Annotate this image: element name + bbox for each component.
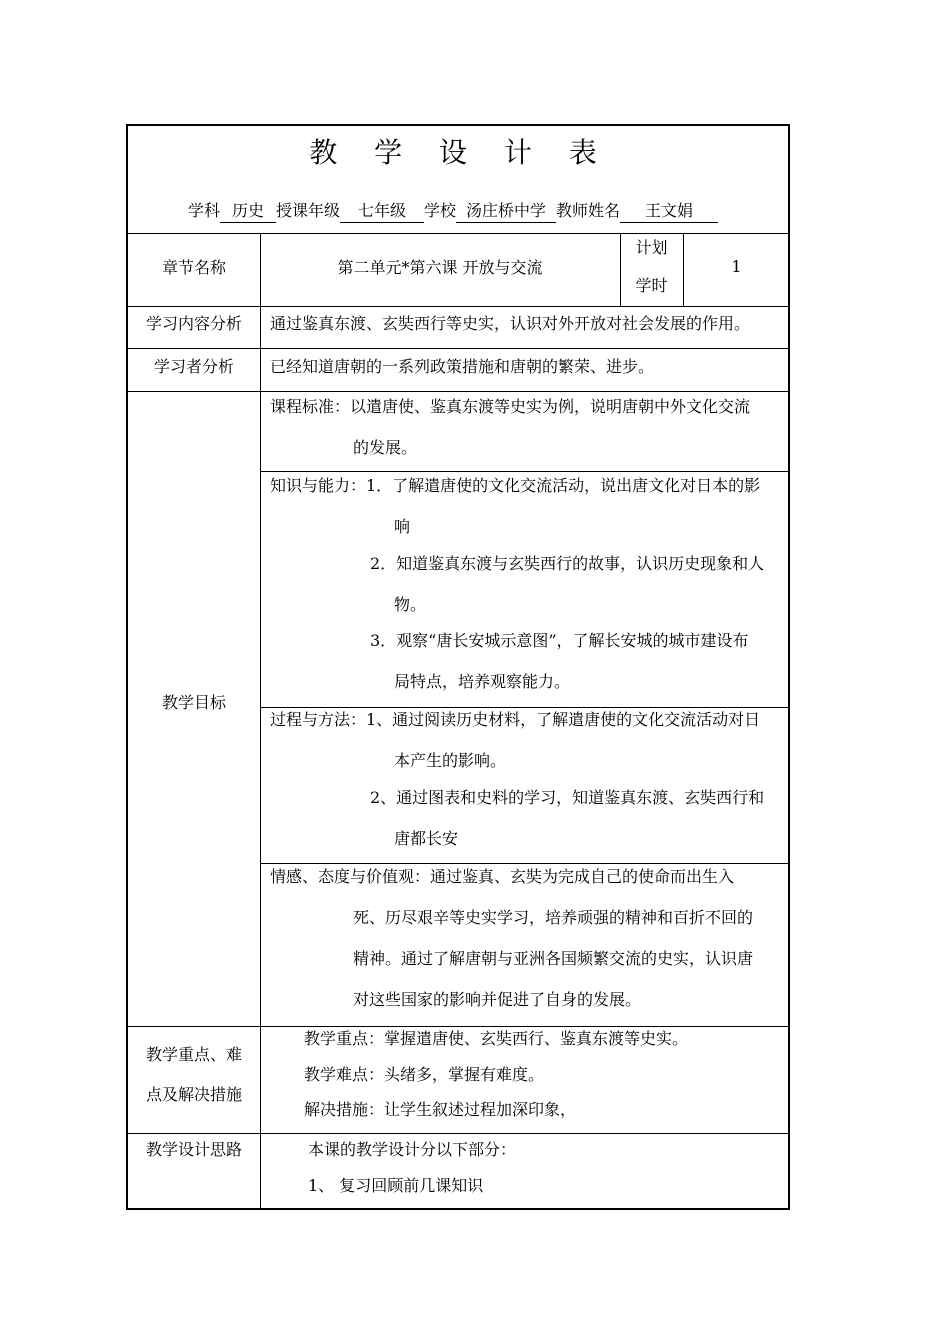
rule-content [128, 348, 790, 349]
rule-label-column [260, 233, 261, 1210]
grade-label: 授课年级 [276, 201, 341, 220]
process-line3: 2、通过图表和史料的学习，知道鉴真东渡、玄奘西行和 [370, 788, 765, 807]
chapter-label: 章节名称 [161, 258, 226, 277]
school-label: 学校 [424, 201, 457, 220]
content-analysis-value: 通过鉴真东渡、玄奘西行等史实，认识对外开放对社会发展的作用。 [270, 314, 751, 333]
chapter-value: 第二单元*第六课 开放与交流 [337, 258, 543, 277]
grade-value: 七年级 [340, 200, 424, 223]
keypoints-difficulty: 教学难点：头绪多，掌握有难度。 [304, 1065, 545, 1084]
keypoints-measures: 解决措施：让学生叙述过程加深印象， [304, 1100, 577, 1119]
emotion-line2: 死、历尽艰辛等史实学习，培养顽强的精神和百折不回的 [353, 908, 754, 927]
hours-label-line1: 计划 [635, 238, 668, 257]
page-title: 教 学 设 计 表 [309, 136, 611, 169]
teaching-design-table [126, 124, 790, 1210]
process-line2: 本产生的影响。 [394, 751, 507, 770]
rule-standard [260, 471, 790, 472]
rule-chapter [128, 306, 790, 307]
emotion-line1: 情感、态度与价值观：通过鉴真、玄奘为完成自己的使命而出生入 [270, 867, 735, 886]
rule-objectives [128, 1026, 790, 1027]
standard-line2: 的发展。 [353, 438, 418, 457]
rule-knowledge [260, 707, 790, 708]
emotion-line3: 精神。通过了解唐朝与亚洲各国频繁交流的史实，认识唐 [353, 949, 754, 968]
info-line [188, 200, 718, 223]
learner-analysis-value: 已经知道唐朝的一系列政策措施和唐朝的繁荣、进步。 [270, 357, 655, 376]
subject-value: 历史 [220, 200, 276, 223]
design-label: 教学设计思路 [145, 1140, 242, 1159]
rule-process [260, 863, 790, 864]
hours-label-line2: 学时 [635, 276, 668, 295]
learner-analysis-label: 学习者分析 [153, 357, 234, 376]
design-intro: 本课的教学设计分以下部分： [308, 1140, 517, 1159]
teacher-label: 教师姓名 [556, 201, 621, 220]
rule-header [128, 233, 790, 234]
teacher-value: 王文娟 [620, 200, 718, 223]
knowledge-line4: 物。 [394, 595, 427, 614]
keypoints-label-line2: 点及解决措施 [145, 1085, 242, 1104]
knowledge-line1: 知识与能力：1．了解遣唐使的文化交流活动，说出唐文化对日本的影 [270, 476, 761, 495]
hours-value: 1 [731, 257, 742, 276]
rule-keypoints [128, 1133, 790, 1134]
emotion-line4: 对这些国家的影响并促进了自身的发展。 [353, 990, 642, 1009]
design-item1: 1、 复习回顾前几课知识 [308, 1176, 484, 1195]
knowledge-line3: 2．知道鉴真东渡与玄奘西行的故事，认识历史现象和人 [370, 554, 765, 573]
objectives-label: 教学目标 [161, 693, 226, 712]
keypoints-label-line1: 教学重点、难 [145, 1045, 242, 1064]
subject-label: 学科 [188, 201, 221, 220]
school-value: 汤庄桥中学 [456, 200, 556, 223]
knowledge-line5: 3．观察“唐长安城示意图”，了解长安城的城市建设布 [370, 631, 749, 650]
rule-learner [128, 391, 790, 392]
process-line1: 过程与方法：1、通过阅读历史材料，了解遣唐使的文化交流活动对日 [270, 710, 761, 729]
process-line4: 唐都长安 [394, 829, 459, 848]
knowledge-line2: 响 [394, 517, 411, 536]
knowledge-line6: 局特点，培养观察能力。 [394, 672, 571, 691]
standard-line1: 课程标准：以遣唐使、鉴真东渡等史实为例，说明唐朝中外文化交流 [270, 397, 751, 416]
content-analysis-label: 学习内容分析 [145, 314, 242, 333]
keypoints-focus: 教学重点：掌握遣唐使、玄奘西行、鉴真东渡等史实。 [304, 1029, 689, 1048]
